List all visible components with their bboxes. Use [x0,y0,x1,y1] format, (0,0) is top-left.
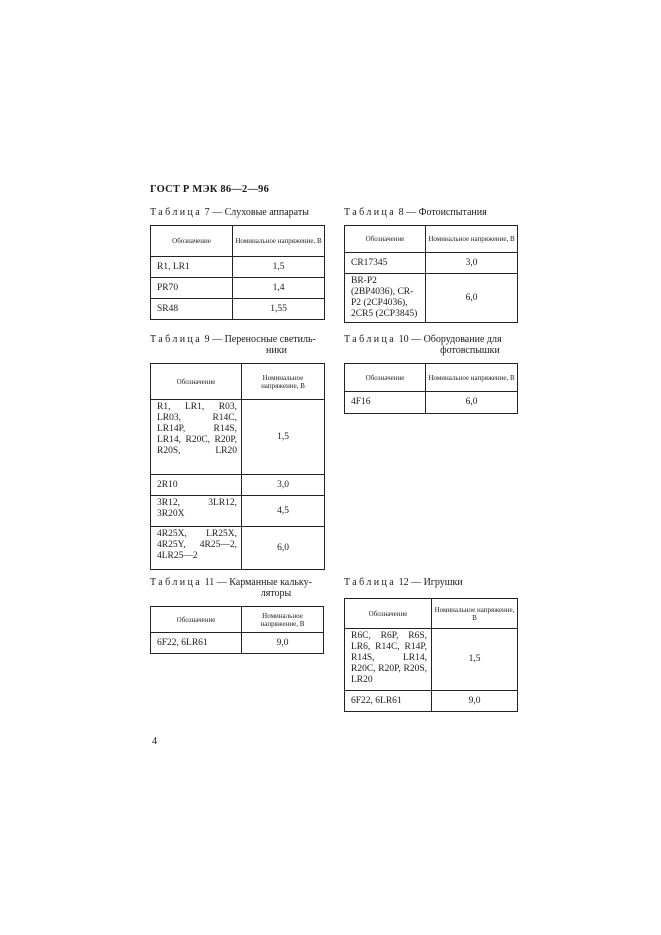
designation-cell: CR17345 [345,253,426,274]
table-12-block [344,577,518,712]
caption-label: Таблица [150,334,203,345]
voltage-cell: 6,0 [426,392,518,414]
table-8-block [344,207,518,323]
page-header: ГОСТ Р МЭК 86—2—96 [150,184,270,195]
caption-title: Карманные кальку- [229,577,312,588]
caption-number: 7 [204,207,210,218]
caption-continuation: фотовспышки [440,345,500,356]
caption-label: Таблица [150,577,203,588]
voltage-cell: 1,55 [233,299,325,320]
voltage-cell: 6,0 [242,527,325,570]
voltage-cell: 1,5 [242,400,325,475]
voltage-cell: 9,0 [242,633,324,654]
table-9 [150,363,325,570]
designation-cell: SR48 [151,299,233,320]
column-header-designation: Обозначение [151,364,242,400]
table-8 [344,225,518,323]
page-number: 4 [152,736,157,747]
designation-cell: 4R25X, LR25X, 4R25Y, 4R25—2, 4LR25—2 [151,527,242,570]
caption-title: Оборудование для [423,334,502,345]
column-header-voltage: Номинальное напряжение, В [432,599,518,629]
caption-title: Слуховые аппараты [224,207,309,218]
table-11-block [150,577,324,654]
designation-cell: 6F22, 6LR61 [345,691,432,712]
voltage-cell: 3,0 [426,253,518,274]
designation-cell: 3R12, 3LR12, 3R20X [151,496,242,527]
caption-label: Таблица [150,207,203,218]
table-7 [150,225,325,320]
column-header-designation: Обозначение [151,607,242,633]
table-caption: Таблица 9 — Переносные светиль- ники [150,334,325,356]
table-10 [344,363,518,414]
column-header-voltage: Номинальное напряжение, В [233,226,325,257]
voltage-cell: 9,0 [432,691,518,712]
designation-cell: R1, LR1, R03, LR03, R14C, LR14P, R14S, LR14, R20C, R20P, R20S, LR20 [151,400,242,475]
table-row [151,633,324,654]
designation-cell: BR-P2 (2BP4036), CR-P2 (2CP4036), 2CR5 (2CP3845) [345,274,426,323]
caption-title: Фотоиспытания [418,207,487,218]
caption-number: 11 [204,577,215,588]
column-header-voltage: Номинальное напряжение, В [426,226,518,253]
table-row [151,278,325,299]
designation-cell: PR70 [151,278,233,299]
table-row [151,299,325,320]
column-header-designation: Обозначение [345,599,432,629]
designation-cell: 2R10 [151,475,242,496]
table-caption: Таблица 7 — Слуховые аппараты [150,207,309,218]
table-caption: Таблица 11 — Карманные кальку- ляторы [150,577,324,599]
caption-continuation: ляторы [260,588,292,599]
column-header-designation: Обозначение [345,364,426,392]
caption-number: 12 [398,577,409,588]
table-row [345,253,518,274]
caption-continuation: ники [266,345,287,356]
caption-number: 10 [398,334,409,345]
designation-cell: 4F16 [345,392,426,414]
voltage-cell: 4,5 [242,496,325,527]
column-header-voltage: Номинальное напряжение, В [242,607,324,633]
caption-label: Таблица [344,334,397,345]
table-7-block [150,207,325,320]
table-11 [150,606,324,654]
voltage-cell: 6,0 [426,274,518,323]
designation-cell: R6C, R6P, R6S, LR6, R14C, R14P, R14S, LR14, R20C, R20P, R20S, LR20 [345,629,432,691]
table-row [345,274,518,323]
table-caption: Таблица 12 — Игрушки [344,577,463,588]
table-9-block [150,334,325,570]
table-row [151,496,325,527]
column-header-voltage: Номинальное напряжение, В [426,364,518,392]
table-row [151,400,325,475]
table-row [151,527,325,570]
caption-label: Таблица [344,577,397,588]
table-row [345,392,518,414]
column-header-designation: Обозначение [345,226,426,253]
table-row [151,257,325,278]
voltage-cell: 3,0 [242,475,325,496]
column-header-voltage: Номинальное напряжение, В [242,364,325,400]
designation-cell: R1, LR1 [151,257,233,278]
table-caption: Таблица 10 — Оборудование для фотовспышки [344,334,518,356]
caption-title: Игрушки [423,577,463,588]
table-row [151,475,325,496]
table-12 [344,598,518,712]
table-row [345,629,518,691]
caption-title: Переносные светиль- [224,334,316,345]
caption-number: 9 [204,334,210,345]
table-row [345,691,518,712]
voltage-cell: 1,5 [233,257,325,278]
voltage-cell: 1,5 [432,629,518,691]
designation-cell: 6F22, 6LR61 [151,633,242,654]
caption-number: 8 [398,207,404,218]
caption-label: Таблица [344,207,397,218]
voltage-cell: 1,4 [233,278,325,299]
table-caption: Таблица 8 — Фотоиспытания [344,207,487,218]
column-header-designation: Обозначение [151,226,233,257]
table-10-block [344,334,518,414]
